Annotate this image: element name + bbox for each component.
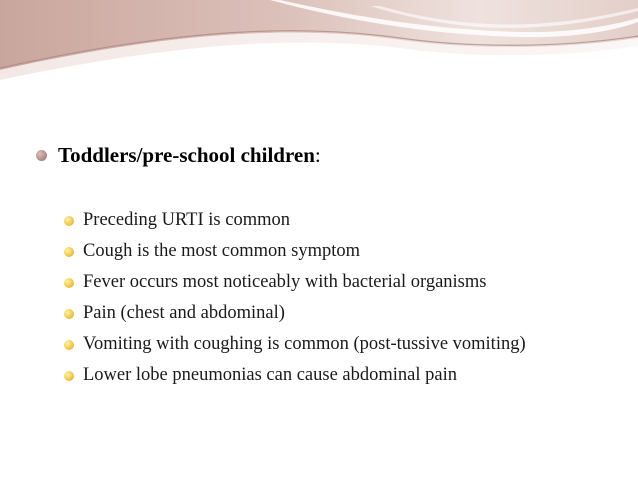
sub-bullet-text: Cough is the most common symptom — [83, 241, 360, 261]
sub-bullet-text: Preceding URTI is common — [83, 210, 290, 230]
sub-bullet-item — [64, 360, 624, 391]
main-bullet-bold-label: Toddlers/pre-school children — [58, 143, 315, 167]
main-bullet-text — [58, 141, 321, 169]
sub-bullet-text: Vomiting with coughing is common (post-tussive vomiting) — [83, 334, 526, 354]
sub-bullet-text: Fever occurs most noticeably with bacterial organisms — [83, 272, 487, 292]
bullet-dot-icon — [64, 371, 74, 381]
header-wave-decoration — [0, 0, 638, 90]
sub-bullet-text: Lower lobe pneumonias can cause abdominal pain — [83, 365, 457, 385]
bullet-dot-icon — [64, 340, 74, 350]
bullet-dot-icon — [64, 278, 74, 288]
bullet-dot-icon — [64, 247, 74, 257]
sub-bullet-item — [64, 329, 624, 360]
sub-bullet-list — [64, 205, 624, 391]
main-bullet-suffix: : — [314, 143, 321, 167]
main-bullet-item — [36, 141, 616, 169]
bullet-dot-icon — [36, 150, 47, 161]
sub-bullet-item — [64, 236, 624, 267]
sub-bullet-text: Pain (chest and abdominal) — [83, 303, 285, 323]
bullet-dot-icon — [64, 216, 74, 226]
sub-bullet-item — [64, 298, 624, 329]
bullet-dot-icon — [64, 309, 74, 319]
sub-bullet-item — [64, 267, 624, 298]
sub-bullet-item — [64, 205, 624, 236]
